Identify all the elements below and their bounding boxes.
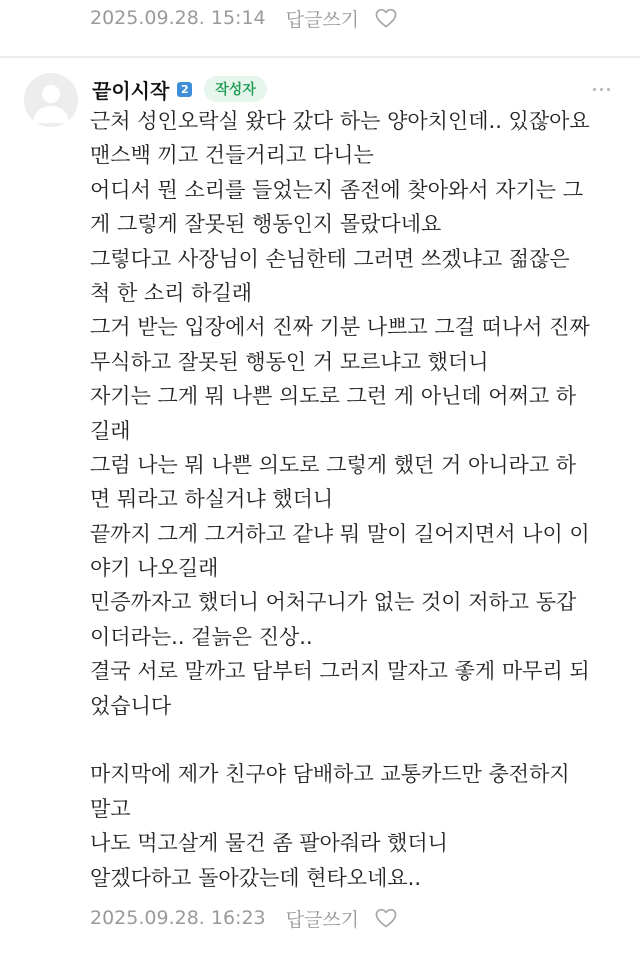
- comment-divider: [0, 56, 640, 58]
- reply-button[interactable]: 답글쓰기: [285, 908, 360, 931]
- comment-body-line: 끝까지 그게 그거하고 같냐 뭐 말이 길어지면서 나이 이: [90, 521, 590, 546]
- default-profile-icon: [24, 73, 78, 127]
- comment-body-line: 었습니다: [90, 693, 172, 718]
- comment-body-line: 무식하고 잘못된 행동인 거 모르냐고 했더니: [90, 349, 489, 374]
- member-level-badge: 2: [177, 82, 192, 97]
- comment-body-line: 결국 서로 말까고 담부터 그러지 말자고 좋게 마무리 되: [90, 659, 590, 684]
- comment-body-line: 야기 나오길래: [90, 556, 219, 581]
- more-vertical-icon[interactable]: [586, 80, 616, 98]
- comment-author-line: [92, 74, 267, 104]
- comment-body: [90, 104, 630, 895]
- comment-body-line: 게 그렇게 잘못된 행동인지 몰랐다네요: [90, 212, 442, 237]
- avatar[interactable]: [24, 73, 78, 127]
- author-name[interactable]: 끝이시작: [92, 78, 170, 103]
- comment-body-line: 맨스백 끼고 건들거리고 다니는: [90, 143, 374, 168]
- comment-body-line: 척 한 소리 하길래: [90, 280, 253, 305]
- comment-body-line: 알겠다하고 돌아갔는데 현타오네요..: [90, 865, 421, 890]
- comment-body-line: 근처 성인오락실 왔다 갔다 하는 양아치인데.. 있잖아요: [90, 109, 590, 133]
- comment-body-line: 이더라는.. 겉늙은 진상..: [90, 624, 313, 649]
- previous-comment-timestamp: 2025.09.28. 15:14: [90, 7, 266, 29]
- comment-body-line: 길래: [90, 418, 131, 443]
- comment-body-line: 민증까자고 했더니 어처구니가 없는 것이 저하고 동갑: [90, 590, 577, 615]
- comment-body-line: 말고: [90, 796, 131, 821]
- comment-body-line: 마지막에 제가 친구야 담배하고 교통카드만 충전하지: [90, 762, 570, 787]
- heart-icon[interactable]: [375, 8, 397, 28]
- comment-body-line: 어디서 뭔 소리를 들었는지 좀전에 찾아와서 자기는 그: [90, 177, 584, 202]
- heart-icon[interactable]: [375, 908, 397, 928]
- comment-body-line: 자기는 그게 뭐 나쁜 의도로 그런 게 아닌데 어쩌고 하: [90, 384, 577, 409]
- comment-body-line: 그거 받는 입장에서 진짜 기분 나쁘고 그걸 떠나서 진짜: [90, 315, 590, 340]
- author-badge: 작성자: [204, 76, 267, 102]
- previous-comment-meta: [90, 4, 397, 32]
- comment-body-line: [90, 723, 630, 757]
- comment-timestamp: 2025.09.28. 16:23: [90, 907, 266, 929]
- comment-body-line: 면 뭐라고 하실거냐 했더니: [90, 487, 334, 512]
- comment-body-line: 그렇다고 사장님이 손님한테 그러면 쓰겠냐고 젊잖은: [90, 246, 570, 271]
- comment-body-line: 그럼 나는 뭐 나쁜 의도로 그렇게 했던 거 아니라고 하: [90, 452, 577, 477]
- previous-comment-reply-button[interactable]: 답글쓰기: [285, 8, 360, 31]
- comment-meta: [90, 903, 397, 933]
- comment-body-line: 나도 먹고살게 물건 좀 팔아줘라 했더니: [90, 831, 448, 856]
